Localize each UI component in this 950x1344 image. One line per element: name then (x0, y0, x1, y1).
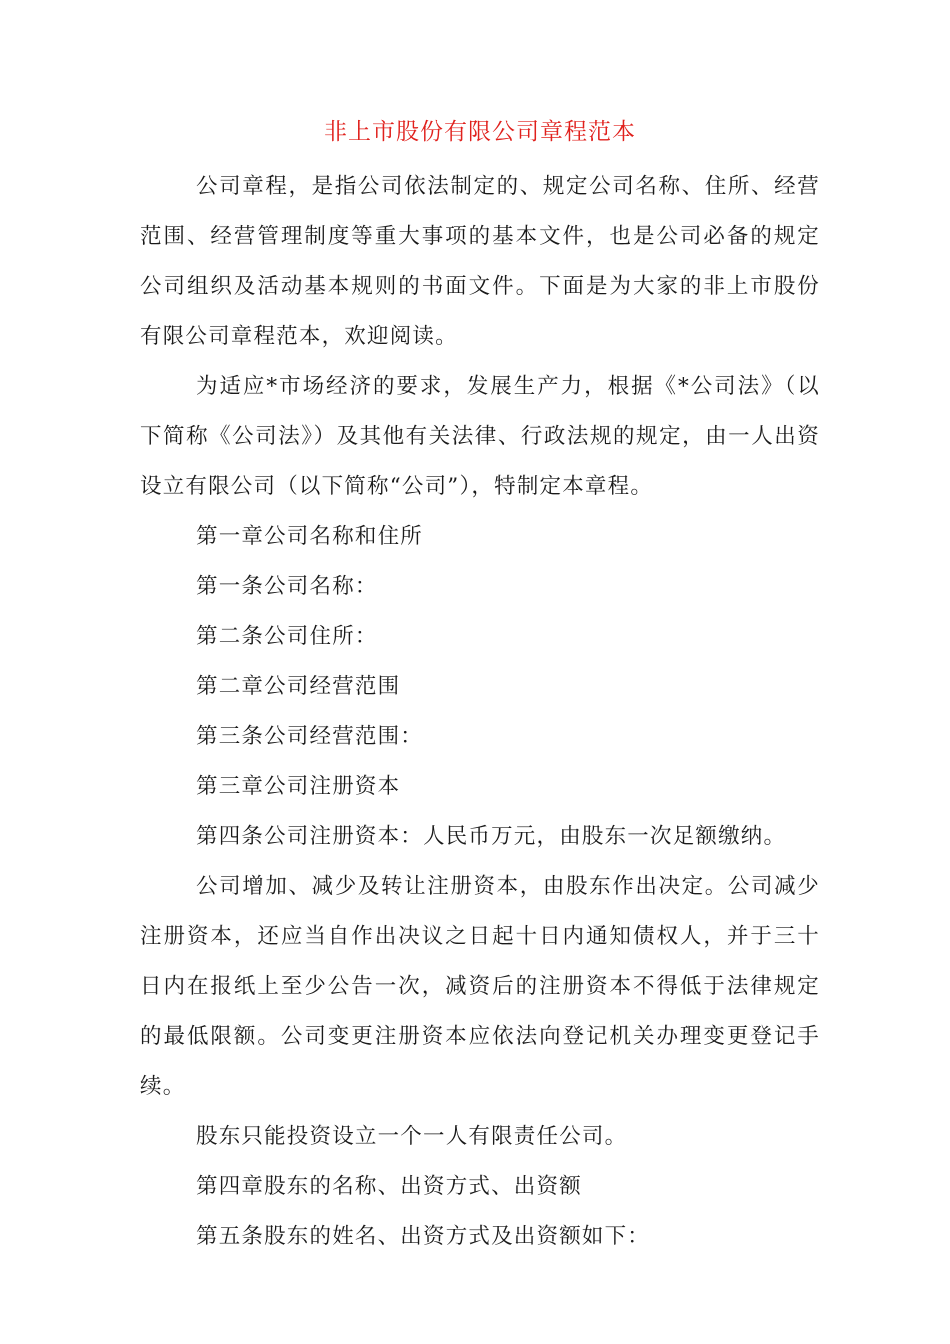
document-title: 非上市股份有限公司章程范本 (324, 119, 636, 145)
article-4: 第四条公司注册资本：人民币万元，由股东一次足额缴纳。 (196, 824, 787, 849)
paragraph-preamble: 为适应*市场经济的要求，发展生产力，根据《*公司法》（以下简称《公司法》）及其他有关法律、行政法规的规定，由一人出资设立有限公司（以下简称“公司”），特制定本章程。 (140, 374, 820, 499)
paragraph-capital-change: 公司增加、减少及转让注册资本，由股东作出决定。公司减少注册资本，还应当自作出决议之日起十日内通知债权人，并于三十日内在报纸上至少公告一次，减资后的注册资本不得低于法律规定的最低限额。公司变更注册资本应依法向登记机关办理变更登记手续。 (140, 874, 820, 1099)
article-3: 第三条公司经营范围： (196, 724, 424, 749)
article-2: 第二条公司住所： (196, 624, 378, 649)
chapter-heading-2: 第二章公司经营范围 (196, 674, 401, 699)
article-1: 第一条公司名称： (196, 574, 378, 599)
document-page (140, 112, 820, 1262)
chapter-heading-1: 第一章公司名称和住所 (196, 524, 424, 549)
chapter-heading-3: 第三章公司注册资本 (196, 774, 401, 799)
paragraph-single-company: 股东只能投资设立一个一人有限责任公司。 (196, 1124, 628, 1149)
paragraph-intro: 公司章程，是指公司依法制定的、规定公司名称、住所、经营范围、经营管理制度等重大事项的基本文件，也是公司必备的规定公司组织及活动基本规则的书面文件。下面是为大家的非上市股份有限公司章程范本，欢迎阅读。 (140, 174, 820, 349)
article-5: 第五条股东的姓名、出资方式及出资额如下： (196, 1224, 651, 1249)
chapter-heading-4: 第四章股东的名称、出资方式、出资额 (196, 1174, 582, 1199)
